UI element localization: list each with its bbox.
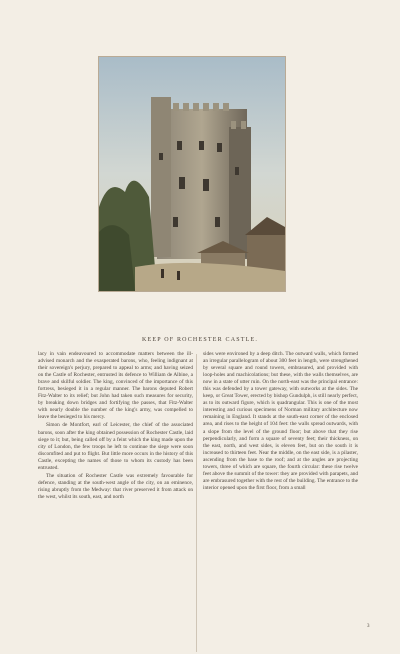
plate-caption: KEEP OF ROCHESTER CASTLE.: [141, 337, 259, 343]
text-column-right: [203, 351, 358, 493]
paragraph: lacy in vain endeavoured to accommodate matters between the ill-advised monarch and the exasperated barons, who, feeling indignant at their sovereign's perjury, prepared to appeal to arms; and having seized on the Castle of Rochester, entrusted its defence to William de Albine, a brave and skilful soldier. The king, convinced of the importance of this fortress, besieged it in a regular manner. The barons deputed Robert Fitz-Walter to its relief; but John had taken such measures for security, by breaking down bridges and fortifying the passes, that Fitz-Walter with nearly double the number of the king's army, was compelled to leave the besieged to his mercy.: [38, 351, 193, 421]
paragraph: sides were environed by a deep ditch. The outward walls, which formed an irregular parallelogram of about 300 feet in length, were strengthened by several square and round towers, embrasured, and provided with loop-holes and machicolations; but these, with the walls themselves, are now in a state of utter ruin. On the north-east was the principal entrance: this was defended by a tower gateway, with outworks at the sides. The keep, or Great Tower, erected by bishop Gundulph, is still nearly perfect, as to its outward figure, which is quadrangular. This is one of the most interesting and curious specimens of Norman military architecture now remaining in England. It stands at the south-east corner of the enclosed area, and rises to the height of 104 feet: the walls spread outwards, with a slope from the level of the ground floor; but above that they rise perpendicularly, and form a square of seventy feet; their thickness, on the east, north, and west sides, is eleven feet, but on the south it is increased to thirteen feet. Near the middle, on the east side, is a pilaster, ascending from the base to the roof; and at the angles are projecting towers, three of which are square, the fourth circular: these rise twelve feet above the summit of the tower: they are provided with parapets, and are embrasured together with the rest of the building. The entrance to the interior opened upon the first floor, from a small: [203, 351, 358, 491]
castle-engraving: [98, 56, 286, 292]
column-divider: [196, 354, 197, 652]
paragraph: Simon de Montfort, earl of Leicester, the chief of the associated barons, soon after the king obtained possession of Rochester Castle, laid siege to it; but, being called off by a feint which the king made upon the city of London, the few troops he left to continue the siege were soon discomfited and put to flight. But little more occurs in the history of this Castle, excepting the names of those to whom its custody has been entrusted.: [38, 422, 193, 471]
page-number: 3: [367, 624, 370, 629]
paragraph: The situation of Rochester Castle was extremely favourable for defence, standing at the south-west angle of the city, on an eminence, rising abruptly from the Medway: that river preserved it from attack on the west, whilst its south, east, and north: [38, 472, 193, 500]
text-column-left: [38, 351, 193, 502]
